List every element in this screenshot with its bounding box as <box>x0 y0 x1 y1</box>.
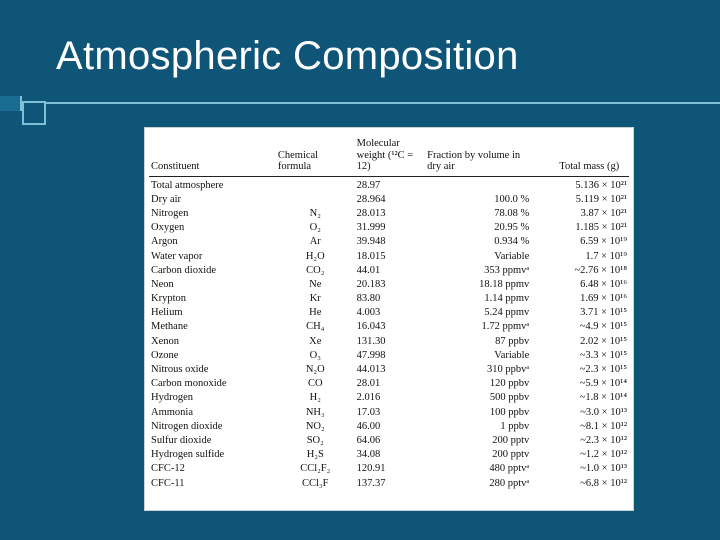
formula-cell: CCl₂F₂ <box>300 463 331 475</box>
table-header-row <box>149 138 629 176</box>
mass-cell: ~5.9 × 10¹⁴ <box>579 378 627 390</box>
weight-cell: 2.016 <box>356 392 381 404</box>
table-row <box>149 292 629 306</box>
header-fraction: Fraction by volume in dry air <box>425 138 557 176</box>
weight-cell: 46.00 <box>356 420 381 432</box>
constituent-cell: Nitrous oxide <box>151 364 209 376</box>
formula-cell <box>276 176 355 193</box>
constituent-cell: Carbon dioxide <box>151 264 217 276</box>
weight-cell: 34.08 <box>356 449 381 461</box>
composition-table-image <box>144 127 634 511</box>
table-row <box>149 235 629 249</box>
table-row <box>149 249 629 263</box>
weight-cell: 83.80 <box>356 293 381 305</box>
composition-table <box>149 138 629 491</box>
fraction-cell: 500 ppbv <box>489 392 530 404</box>
header-constituent: Constituent <box>149 138 276 176</box>
weight-cell: 31.999 <box>356 222 386 234</box>
fraction-cell <box>425 176 557 193</box>
weight-cell: 4.003 <box>356 307 381 319</box>
header-mass: Total mass (g) <box>557 138 629 176</box>
divider-square-filled <box>0 96 22 111</box>
weight-cell: 64.06 <box>356 434 381 446</box>
mass-cell: ~2.76 × 10¹⁸ <box>574 264 627 276</box>
mass-cell: 3.71 × 10¹⁵ <box>580 307 627 319</box>
mass-cell: 6.48 × 10¹⁶ <box>580 278 627 290</box>
mass-cell: 5.136 × 10²¹ <box>575 179 627 191</box>
divider-line <box>0 102 720 104</box>
formula-cell: N₂O <box>305 364 325 376</box>
weight-cell: 39.948 <box>356 236 386 248</box>
table-row <box>149 176 629 193</box>
fraction-cell: 200 pptv <box>492 434 530 446</box>
mass-cell: 1.7 × 10¹⁹ <box>585 250 627 262</box>
fraction-cell: 1.14 ppmv <box>484 293 530 305</box>
mass-cell: 5.119 × 10²¹ <box>575 193 627 205</box>
constituent-cell: Ammonia <box>151 406 193 418</box>
formula-cell: CH₄ <box>306 321 325 333</box>
formula-cell: Xe <box>309 335 322 347</box>
constituent-cell: Methane <box>151 321 188 333</box>
constituent-cell: Nitrogen <box>151 207 189 219</box>
fraction-cell: 5.24 ppmv <box>484 307 530 319</box>
fraction-cell: 280 pptvᵃ <box>489 477 530 489</box>
slide-title: Atmospheric Composition <box>56 34 519 78</box>
weight-cell: 44.013 <box>356 364 386 376</box>
mass-cell: ~1.8 × 10¹⁴ <box>579 392 627 404</box>
table-row <box>149 448 629 462</box>
constituent-cell: Hydrogen <box>151 392 193 404</box>
table-row <box>149 193 629 207</box>
constituent-cell: Water vapor <box>151 250 203 262</box>
constituent-cell: Nitrogen dioxide <box>151 420 223 432</box>
weight-cell: 137.37 <box>356 477 386 489</box>
formula-cell: NH₃ <box>305 406 325 418</box>
constituent-cell: Oxygen <box>151 222 185 234</box>
constituent-cell: Helium <box>151 307 183 319</box>
mass-cell: 2.02 × 10¹⁵ <box>580 335 627 347</box>
fraction-cell: 20.95 % <box>494 222 530 234</box>
fraction-cell: 310 ppbvᵃ <box>487 364 530 376</box>
mass-cell: 6.59 × 10¹⁹ <box>580 236 627 248</box>
constituent-cell: Total atmosphere <box>151 179 224 191</box>
table-row <box>149 476 629 490</box>
mass-cell: ~2.3 × 10¹² <box>580 434 627 446</box>
fraction-cell: 18.18 ppmv <box>479 278 530 290</box>
table-row <box>149 434 629 448</box>
formula-cell: NO₂ <box>305 420 325 432</box>
table-row <box>149 420 629 434</box>
constituent-cell: Hydrogen sulfide <box>151 449 225 461</box>
title-divider <box>0 102 720 122</box>
table-row <box>149 363 629 377</box>
weight-cell: 28.013 <box>356 207 386 219</box>
constituent-cell: Ozone <box>151 349 179 361</box>
fraction-cell: 353 ppmvᵃ <box>484 264 530 276</box>
weight-cell: 47.998 <box>356 349 386 361</box>
formula-cell: He <box>309 307 322 319</box>
fraction-cell: 100.0 % <box>494 193 530 205</box>
table-row <box>149 264 629 278</box>
divider-square-outline <box>22 101 46 125</box>
mass-cell: ~6.8 × 10¹² <box>580 477 627 489</box>
table-row <box>149 462 629 476</box>
header-formula: Chemical formula <box>276 138 355 176</box>
fraction-cell: 200 pptv <box>492 449 530 461</box>
constituent-cell: Krypton <box>151 293 186 305</box>
fraction-cell: 1 ppbv <box>500 420 530 432</box>
fraction-cell: Variable <box>494 250 530 262</box>
weight-cell: 131.30 <box>356 335 386 347</box>
weight-cell: 16.043 <box>356 321 386 333</box>
fraction-cell: 0.934 % <box>494 236 530 248</box>
constituent-cell: Sulfur dioxide <box>151 434 212 446</box>
mass-cell: 1.185 × 10²¹ <box>575 222 627 234</box>
formula-cell: SO₂ <box>306 434 324 446</box>
constituent-cell: Carbon monoxide <box>151 378 227 390</box>
constituent-cell: CFC-12 <box>151 463 185 475</box>
formula-cell: H₂O <box>305 250 325 262</box>
weight-cell: 20.183 <box>356 278 386 290</box>
formula-cell: O₃ <box>309 349 321 361</box>
formula-cell: Kr <box>309 293 321 305</box>
table-row <box>149 349 629 363</box>
fraction-cell: 480 pptvᵃ <box>489 463 530 475</box>
mass-cell: ~4.9 × 10¹⁵ <box>579 321 627 333</box>
formula-cell: O₂ <box>309 222 321 234</box>
weight-cell: 17.03 <box>356 406 381 418</box>
weight-cell: 28.97 <box>356 179 381 191</box>
fraction-cell: 78.08 % <box>494 207 530 219</box>
formula-cell: N₂ <box>309 207 321 219</box>
mass-cell: ~1.0 × 10¹³ <box>580 463 627 475</box>
fraction-cell: 100 ppbv <box>489 406 530 418</box>
formula-cell: CO <box>307 378 323 390</box>
table-row <box>149 377 629 391</box>
mass-cell: 3.87 × 10²¹ <box>580 207 627 219</box>
weight-cell: 44.01 <box>356 264 381 276</box>
constituent-cell: Neon <box>151 278 174 290</box>
fraction-cell: 1.72 ppmvᵃ <box>481 321 530 333</box>
mass-cell: ~8.1 × 10¹² <box>580 420 627 432</box>
mass-cell: 1.69 × 10¹⁶ <box>580 293 627 305</box>
constituent-cell: Argon <box>151 236 178 248</box>
weight-cell: 28.964 <box>356 193 386 205</box>
mass-cell: ~3.0 × 10¹³ <box>580 406 627 418</box>
weight-cell: 28.01 <box>356 378 381 390</box>
mass-cell: ~3.3 × 10¹⁵ <box>579 349 627 361</box>
formula-cell <box>276 193 355 207</box>
formula-cell: H₂ <box>309 392 321 404</box>
constituent-cell: CFC-11 <box>151 477 185 489</box>
table-row <box>149 335 629 349</box>
table-row <box>149 278 629 292</box>
table-row <box>149 306 629 320</box>
constituent-cell: Dry air <box>151 193 182 205</box>
table-row <box>149 320 629 334</box>
mass-cell: ~2.3 × 10¹⁵ <box>579 364 627 376</box>
formula-cell: Ar <box>309 236 321 248</box>
fraction-cell: Variable <box>494 349 530 361</box>
formula-cell: Ne <box>309 278 322 290</box>
table-body <box>149 176 629 491</box>
header-weight: Molecular weight (¹²C = 12) <box>355 138 425 176</box>
table-row <box>149 406 629 420</box>
table-row <box>149 207 629 221</box>
table-row <box>149 391 629 405</box>
mass-cell: ~1.2 × 10¹² <box>580 449 627 461</box>
fraction-cell: 120 ppbv <box>489 378 530 390</box>
table-row <box>149 221 629 235</box>
weight-cell: 18.015 <box>356 250 386 262</box>
weight-cell: 120.91 <box>356 463 386 475</box>
constituent-cell: Xenon <box>151 335 179 347</box>
fraction-cell: 87 ppbv <box>495 335 530 347</box>
formula-cell: CCl₃F <box>302 477 329 489</box>
formula-cell: CO₂ <box>306 264 325 276</box>
formula-cell: H₂S <box>306 449 324 461</box>
